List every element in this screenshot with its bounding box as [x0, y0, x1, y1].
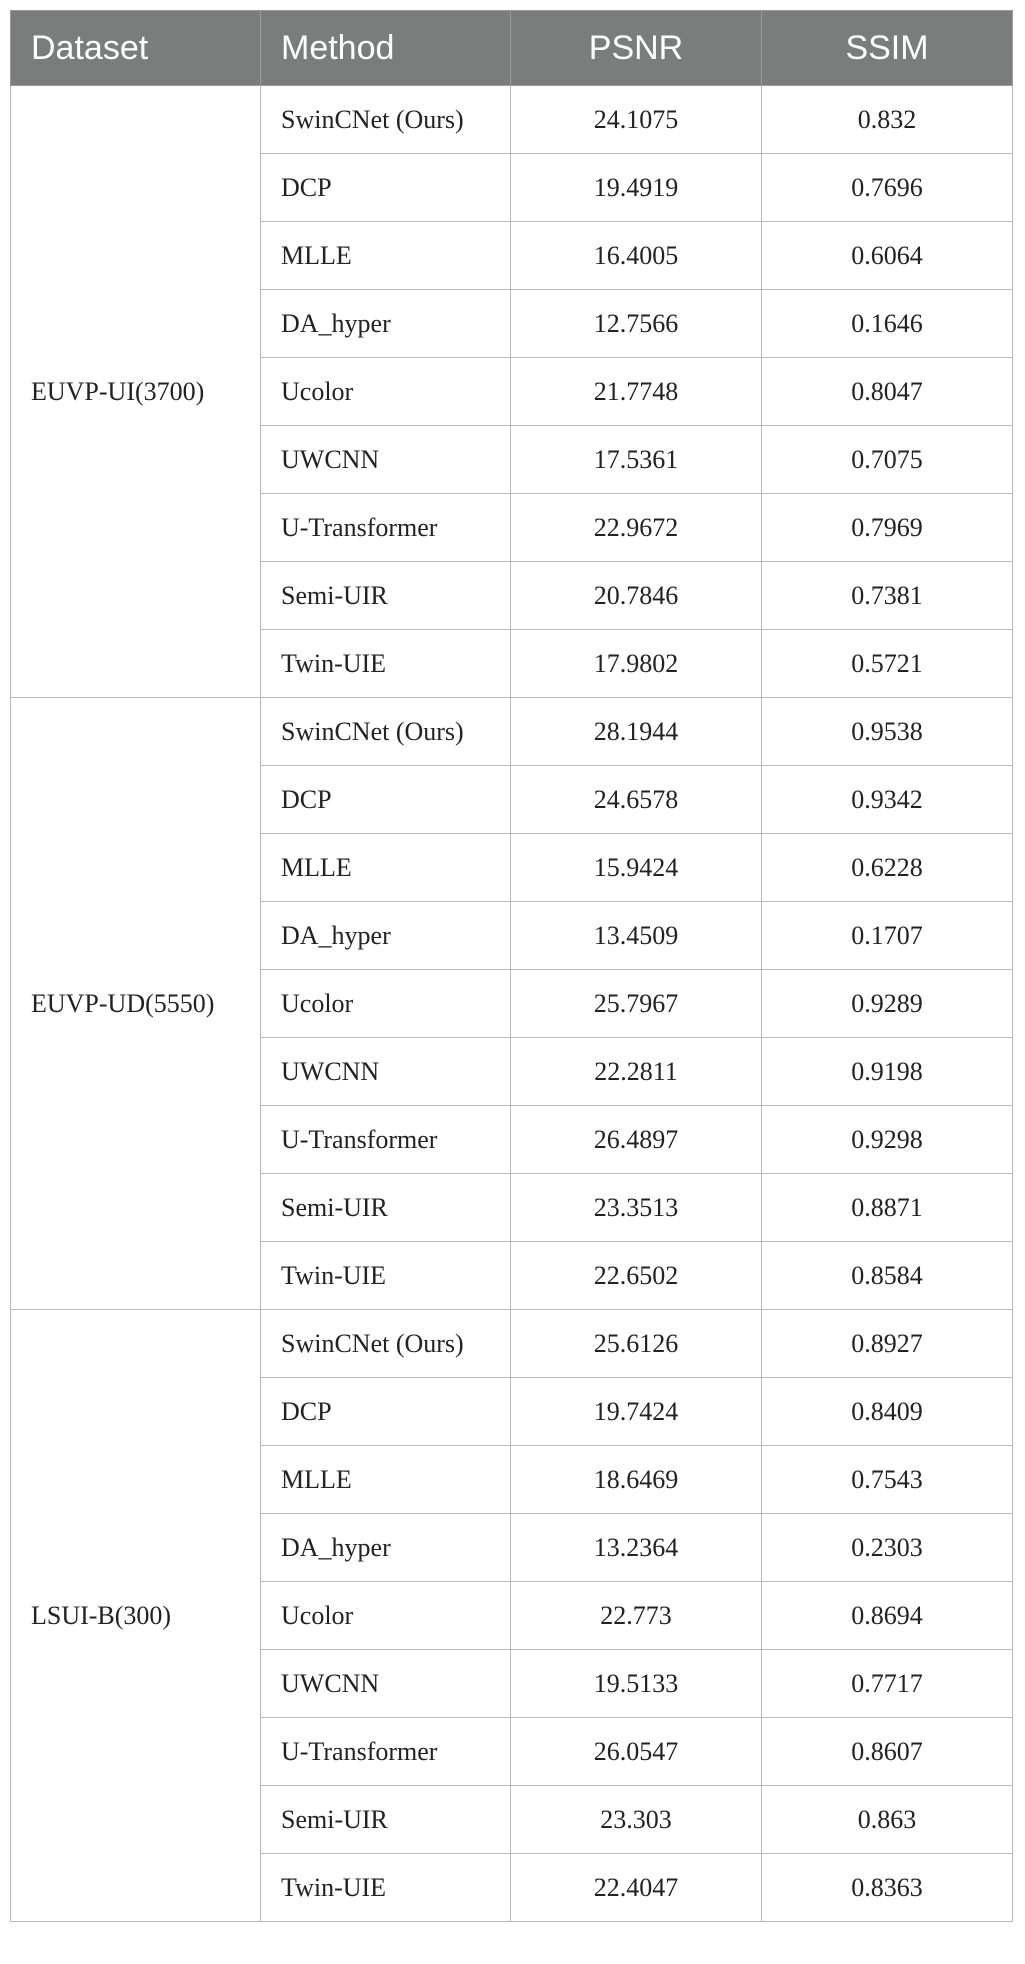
psnr-cell: 12.7566: [511, 290, 762, 358]
method-cell: UWCNN: [261, 426, 511, 494]
ssim-cell: 0.7717: [762, 1650, 1013, 1718]
ssim-cell: 0.9298: [762, 1106, 1013, 1174]
method-cell: DCP: [261, 766, 511, 834]
method-cell: Semi-UIR: [261, 1174, 511, 1242]
psnr-cell: 26.0547: [511, 1718, 762, 1786]
ssim-cell: 0.1707: [762, 902, 1013, 970]
method-cell: U-Transformer: [261, 494, 511, 562]
table-header: [11, 11, 1013, 86]
method-cell: DCP: [261, 154, 511, 222]
method-cell: SwinCNet (Ours): [261, 698, 511, 766]
header-row: [11, 11, 1013, 86]
method-cell: DA_hyper: [261, 902, 511, 970]
ssim-cell: 0.9198: [762, 1038, 1013, 1106]
ssim-cell: 0.9289: [762, 970, 1013, 1038]
ssim-cell: 0.9538: [762, 698, 1013, 766]
ssim-cell: 0.1646: [762, 290, 1013, 358]
header-psnr: PSNR: [511, 11, 762, 86]
method-cell: MLLE: [261, 222, 511, 290]
dataset-cell: LSUI-B(300): [11, 1310, 261, 1922]
method-cell: DCP: [261, 1378, 511, 1446]
table-row: [11, 1310, 1013, 1378]
method-cell: U-Transformer: [261, 1106, 511, 1174]
header-ssim: SSIM: [762, 11, 1013, 86]
dataset-cell: EUVP-UD(5550): [11, 698, 261, 1310]
psnr-cell: 19.5133: [511, 1650, 762, 1718]
psnr-cell: 15.9424: [511, 834, 762, 902]
method-cell: Twin-UIE: [261, 1854, 511, 1922]
dataset-cell: EUVP-UI(3700): [11, 86, 261, 698]
method-cell: Ucolor: [261, 358, 511, 426]
ssim-cell: 0.8047: [762, 358, 1013, 426]
table-row: [11, 86, 1013, 154]
ssim-cell: 0.8409: [762, 1378, 1013, 1446]
ssim-cell: 0.8927: [762, 1310, 1013, 1378]
ssim-cell: 0.9342: [762, 766, 1013, 834]
ssim-cell: 0.8607: [762, 1718, 1013, 1786]
psnr-cell: 23.303: [511, 1786, 762, 1854]
ssim-cell: 0.6228: [762, 834, 1013, 902]
ssim-cell: 0.6064: [762, 222, 1013, 290]
method-cell: SwinCNet (Ours): [261, 1310, 511, 1378]
ssim-cell: 0.8363: [762, 1854, 1013, 1922]
psnr-cell: 28.1944: [511, 698, 762, 766]
psnr-cell: 20.7846: [511, 562, 762, 630]
method-cell: UWCNN: [261, 1650, 511, 1718]
psnr-cell: 22.773: [511, 1582, 762, 1650]
header-method: Method: [261, 11, 511, 86]
ssim-cell: 0.5721: [762, 630, 1013, 698]
ssim-cell: 0.7543: [762, 1446, 1013, 1514]
ssim-cell: 0.832: [762, 86, 1013, 154]
psnr-cell: 16.4005: [511, 222, 762, 290]
psnr-cell: 22.4047: [511, 1854, 762, 1922]
ssim-cell: 0.2303: [762, 1514, 1013, 1582]
ssim-cell: 0.7075: [762, 426, 1013, 494]
header-dataset: Dataset: [11, 11, 261, 86]
method-cell: Semi-UIR: [261, 1786, 511, 1854]
method-cell: MLLE: [261, 834, 511, 902]
ssim-cell: 0.7969: [762, 494, 1013, 562]
psnr-cell: 13.2364: [511, 1514, 762, 1582]
psnr-cell: 22.9672: [511, 494, 762, 562]
psnr-cell: 13.4509: [511, 902, 762, 970]
psnr-cell: 25.7967: [511, 970, 762, 1038]
psnr-cell: 18.6469: [511, 1446, 762, 1514]
method-cell: DA_hyper: [261, 290, 511, 358]
method-cell: DA_hyper: [261, 1514, 511, 1582]
ssim-cell: 0.8584: [762, 1242, 1013, 1310]
results-table: [10, 10, 1013, 1922]
psnr-cell: 22.2811: [511, 1038, 762, 1106]
ssim-cell: 0.7696: [762, 154, 1013, 222]
method-cell: Ucolor: [261, 970, 511, 1038]
method-cell: Semi-UIR: [261, 562, 511, 630]
psnr-cell: 17.5361: [511, 426, 762, 494]
psnr-cell: 23.3513: [511, 1174, 762, 1242]
method-cell: MLLE: [261, 1446, 511, 1514]
method-cell: Twin-UIE: [261, 630, 511, 698]
table-row: [11, 698, 1013, 766]
psnr-cell: 22.6502: [511, 1242, 762, 1310]
ssim-cell: 0.7381: [762, 562, 1013, 630]
psnr-cell: 26.4897: [511, 1106, 762, 1174]
method-cell: UWCNN: [261, 1038, 511, 1106]
psnr-cell: 17.9802: [511, 630, 762, 698]
table-body: [11, 86, 1013, 1922]
ssim-cell: 0.8694: [762, 1582, 1013, 1650]
method-cell: U-Transformer: [261, 1718, 511, 1786]
psnr-cell: 24.6578: [511, 766, 762, 834]
method-cell: Twin-UIE: [261, 1242, 511, 1310]
ssim-cell: 0.863: [762, 1786, 1013, 1854]
method-cell: Ucolor: [261, 1582, 511, 1650]
results-table-container: [10, 10, 1012, 1922]
psnr-cell: 21.7748: [511, 358, 762, 426]
psnr-cell: 24.1075: [511, 86, 762, 154]
psnr-cell: 19.7424: [511, 1378, 762, 1446]
ssim-cell: 0.8871: [762, 1174, 1013, 1242]
psnr-cell: 25.6126: [511, 1310, 762, 1378]
method-cell: SwinCNet (Ours): [261, 86, 511, 154]
psnr-cell: 19.4919: [511, 154, 762, 222]
